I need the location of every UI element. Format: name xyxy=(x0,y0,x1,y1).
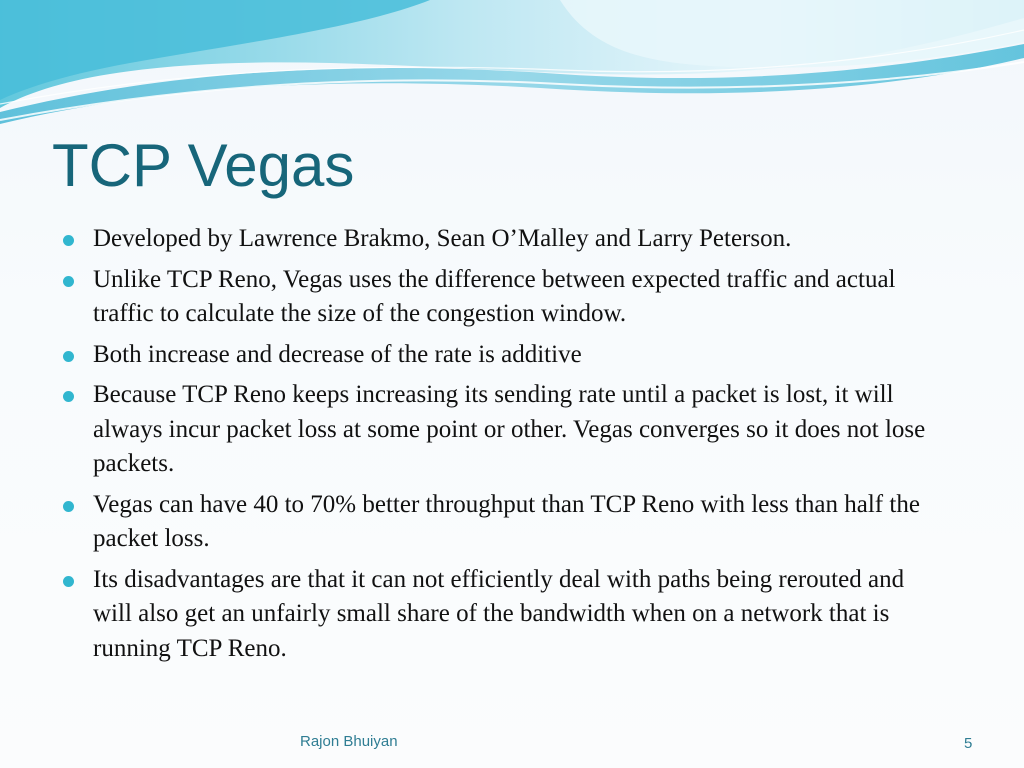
bullet-dot-icon xyxy=(63,501,74,512)
bullet-dot-icon xyxy=(63,391,74,402)
footer-author: Rajon Bhuiyan xyxy=(300,733,398,750)
slide-title: TCP Vegas xyxy=(52,132,355,199)
bullet-item xyxy=(60,263,940,332)
bullet-dot-icon xyxy=(63,351,74,362)
footer-page-number: 5 xyxy=(964,735,973,752)
bullet-text: Because TCP Reno keeps increasing its sending rate until a packet is lost, it will always incur packet loss at some point or other. Vegas converges so it does not lose packets. xyxy=(93,381,926,477)
bullet-list xyxy=(60,222,940,672)
header-wave-decoration xyxy=(0,0,1024,130)
bullet-dot-icon xyxy=(63,235,74,246)
bullet-dot-icon xyxy=(63,576,74,587)
bullet-dot-icon xyxy=(63,276,74,287)
bullet-item xyxy=(60,563,940,667)
bullet-item xyxy=(60,378,940,482)
bullet-text: Unlike TCP Reno, Vegas uses the difference between expected traffic and actual traffic to calculate the size of the congestion window. xyxy=(93,265,896,327)
bullet-text: Developed by Lawrence Brakmo, Sean O’Malley and Larry Peterson. xyxy=(93,225,792,252)
bullet-text: Its disadvantages are that it can not efficiently deal with paths being rerouted and will also get an unfairly small share of the bandwidth when on a network that is running TCP Reno. xyxy=(93,565,905,662)
bullet-text: Vegas can have 40 to 70% better throughput than TCP Reno with less than half the packet loss. xyxy=(93,490,920,552)
bullet-text: Both increase and decrease of the rate is additive xyxy=(93,340,582,368)
bullet-item xyxy=(60,338,940,373)
bullet-item xyxy=(60,222,940,257)
bullet-item xyxy=(60,488,940,557)
